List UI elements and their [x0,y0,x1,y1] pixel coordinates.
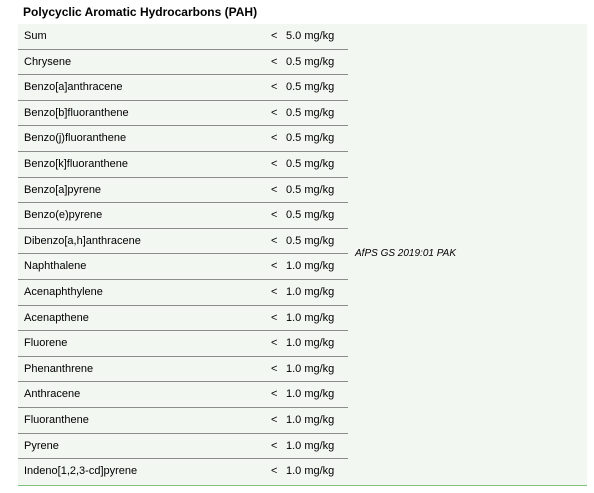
qualifier: < [271,81,278,94]
qualifier: < [271,260,278,273]
table-row [18,126,348,152]
result-value: 1.0 mg/kg [286,337,335,350]
result-value: 0.5 mg/kg [286,234,335,247]
table-row [18,50,348,76]
result-value: 0.5 mg/kg [286,183,335,196]
qualifier: < [271,234,278,247]
result-value: 1.0 mg/kg [286,413,335,426]
table-row [18,459,348,485]
table-row [18,152,348,178]
parameter-name: Naphthalene [24,260,87,273]
parameter-name: Benzo[k]fluoranthene [24,157,128,170]
parameter-name: Anthracene [24,388,81,401]
test-method: AfPS GS 2019:01 PAK [355,248,456,259]
result-value: 0.5 mg/kg [286,81,335,94]
qualifier: < [271,388,278,401]
table-row [18,203,348,229]
qualifier: < [271,413,278,426]
parameter-name: Benzo(e)pyrene [24,209,103,222]
parameter-name: Indeno[1,2,3-cd]pyrene [24,465,138,478]
results-table [18,24,587,486]
qualifier: < [271,157,278,170]
result-value: 0.5 mg/kg [286,209,335,222]
table-row [18,382,348,408]
result-value: 1.0 mg/kg [286,311,335,324]
qualifier: < [271,183,278,196]
result-value: 1.0 mg/kg [286,388,335,401]
qualifier: < [271,209,278,222]
qualifier: < [271,337,278,350]
result-value: 1.0 mg/kg [286,285,335,298]
result-value: 0.5 mg/kg [286,157,335,170]
table-row [18,229,348,255]
table-row [18,306,348,332]
result-value: 1.0 mg/kg [286,362,335,375]
parameter-name: Benzo(j)fluoranthene [24,132,127,145]
qualifier: < [271,311,278,324]
parameter-name: Pyrene [24,439,59,452]
parameter-name: Sum [24,30,47,42]
table-row [18,101,348,127]
table-row [18,24,348,50]
result-value: 1.0 mg/kg [286,260,335,273]
parameter-name: Benzo[a]anthracene [24,81,123,94]
qualifier: < [271,362,278,375]
parameter-name: Chrysene [24,55,72,68]
parameter-name: Dibenzo[a,h]anthracene [24,234,141,247]
parameter-name: Fluorene [24,337,68,350]
qualifier: < [271,132,278,145]
qualifier: < [271,439,278,452]
result-value: 5.0 mg/kg [286,30,335,42]
result-value: 0.5 mg/kg [286,132,335,145]
table-row [18,280,348,306]
parameter-name: Benzo[b]fluoranthene [24,106,129,119]
qualifier: < [271,465,278,478]
result-value: 0.5 mg/kg [286,106,335,119]
parameter-name: Acenaphthylene [24,285,103,298]
table-row [18,254,348,280]
qualifier: < [271,106,278,119]
parameter-name: Phenanthrene [24,362,94,375]
table-row [18,434,348,460]
qualifier: < [271,30,278,42]
result-value: 1.0 mg/kg [286,439,335,452]
result-value: 1.0 mg/kg [286,465,335,478]
table-row [18,178,348,204]
section-title: Polycyclic Aromatic Hydrocarbons (PAH) [23,5,258,19]
table-row [18,357,348,383]
table-row [18,331,348,357]
result-value: 0.5 mg/kg [286,55,335,68]
table-row [18,408,348,434]
qualifier: < [271,55,278,68]
parameter-name: Fluoranthene [24,413,89,426]
table-row [18,75,348,101]
qualifier: < [271,285,278,298]
parameter-name: Acenapthene [24,311,89,324]
results-rows [18,24,348,485]
parameter-name: Benzo[a]pyrene [24,183,102,196]
